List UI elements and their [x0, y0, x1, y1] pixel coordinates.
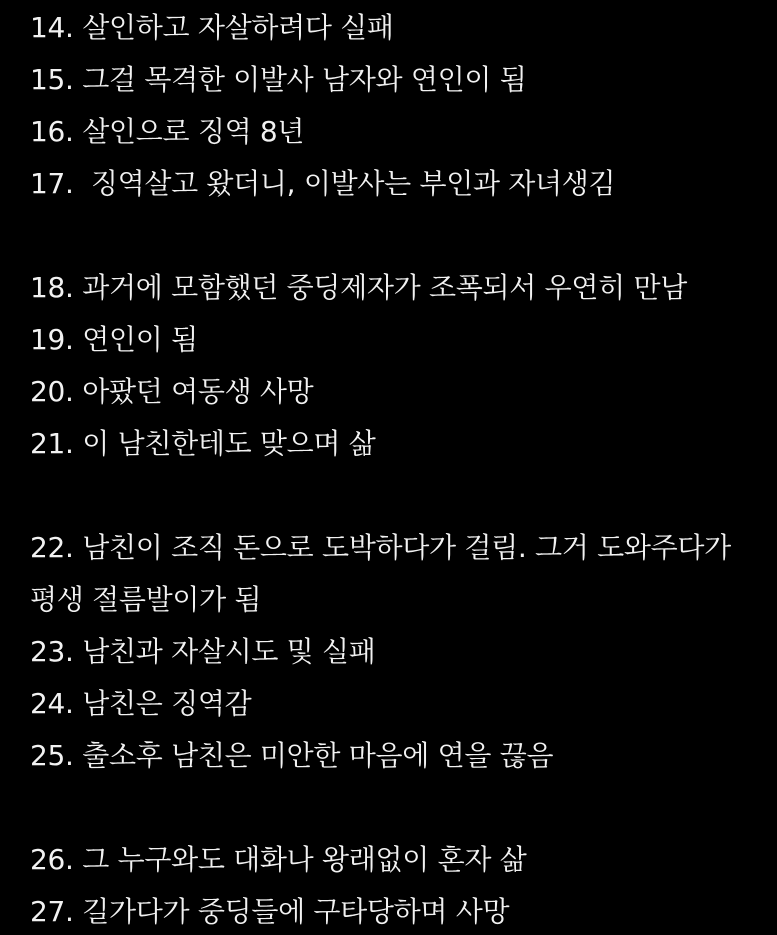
paragraph-group-3: [30, 522, 765, 782]
list-line-14: 14. 살인하고 자살하려다 실패: [30, 11, 394, 44]
paragraph-group-4: [30, 834, 765, 935]
list-line-23: 23. 남친과 자살시도 및 실패: [30, 635, 376, 668]
list-line-16: 16. 살인으로 징역 8년: [30, 115, 305, 148]
list-line-21: 21. 이 남친한테도 맞으며 삶: [30, 427, 376, 460]
list-line-20: 20. 아팠던 여동생 사망: [30, 375, 314, 408]
list-line-19: 19. 연인이 됨: [30, 323, 198, 356]
list-line-18: 18. 과거에 모함했던 중딩제자가 조폭되서 우연히 만남: [30, 271, 687, 304]
list-line-27: 27. 길가다가 중딩들에 구타당하며 사망: [30, 895, 510, 928]
paragraph-group-2: [30, 262, 765, 470]
list-line-25: 25. 출소후 남친은 미안한 마음에 연을 끊음: [30, 739, 554, 772]
list-line-24: 24. 남친은 징역감: [30, 687, 252, 720]
document-content: [30, 2, 765, 935]
list-line-17: 17. 징역살고 왔더니, 이발사는 부인과 자녀생김: [30, 167, 616, 200]
list-line-22: 22. 남친이 조직 돈으로 도박하다가 걸림. 그거 도와주다가 평생 절름발이가 됨: [30, 531, 740, 616]
list-line-15: 15. 그걸 목격한 이발사 남자와 연인이 됨: [30, 63, 527, 96]
paragraph-group-1: [30, 2, 765, 210]
list-line-26: 26. 그 누구와도 대화나 왕래없이 혼자 삶: [30, 843, 527, 876]
